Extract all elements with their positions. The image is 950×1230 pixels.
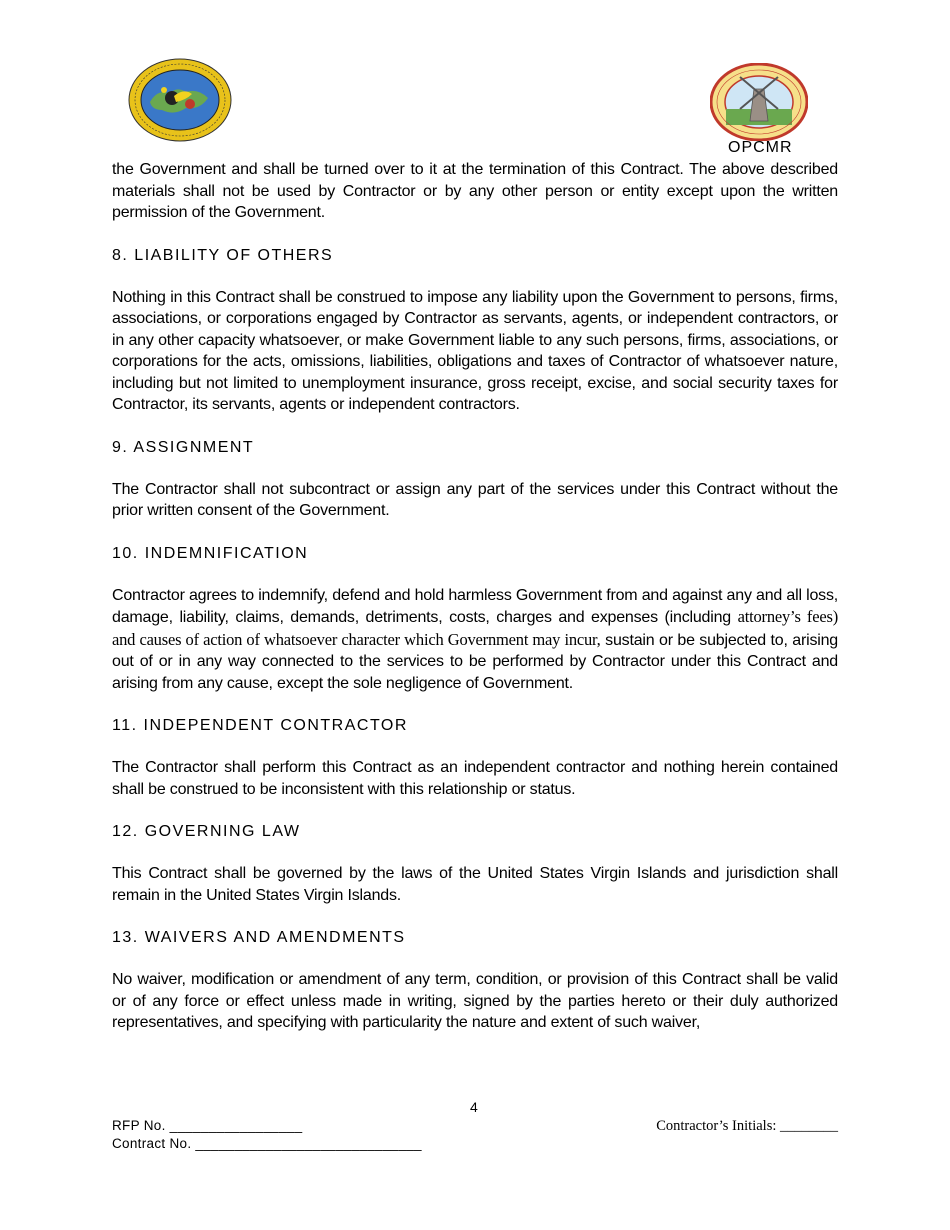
indemnification-text-c: sustain or be subjected to, arising out of or in any way connected to the services to be performed by Contractor under this Contract and arising from any cause, except the sole negligence of Government. xyxy=(112,631,838,692)
section-heading-liability: 8. LIABILITY OF OTHERS xyxy=(112,246,334,264)
usvi-government-seal xyxy=(128,58,232,142)
rfp-number-field: RFP No. _________________ xyxy=(112,1118,303,1133)
section-body-governing-law: This Contract shall be governed by the laws of the United States Virgin Islands and jurisdiction shall remain in the United States Virgin Islands. xyxy=(112,865,838,904)
intro-paragraph: the Government and shall be turned over to it at the termination of this Contract. The above described materials shall not be used by Contractor or by any other person or entity except upon the written permission of the Government. xyxy=(112,161,838,221)
section-heading-governing-law: 12. GOVERNING LAW xyxy=(112,823,301,840)
section-heading-indemnification: 10. INDEMNIFICATION xyxy=(112,544,309,562)
indemnification-text-b: attorney’s fees) and causes of action of whatsoever character which Government may incur, xyxy=(112,607,838,649)
contractor-initials-field: Contractor’s Initials: ________ xyxy=(656,1118,838,1134)
indemnification-text-a: Contractor agrees to indemnify, defend and hold harmless Government from and against any and all loss, damage, liability, claims, demands, detriments, costs, charges and expenses (including xyxy=(112,586,838,626)
office-code: OPCMR xyxy=(728,139,793,156)
section-heading-independent-contractor: 11. INDEPENDENT CONTRACTOR xyxy=(112,717,408,734)
section-body-liability: Nothing in this Contract shall be construed to impose any liability upon the Government to persons, firms, associations, or corporations engaged by Contractor as servants, agents, or independent contractors, or in any other capacity whatsoever, or make Government liable to any such persons, firms, associations, or corporations for the acts, omissions, liabilities, obligations and taxes of Contractor of whatsoever nature, including but not limited to unemployment insurance, gross receipt, excise, and social security taxes for Contractor, its servants, agents or independent contractors. xyxy=(112,288,838,413)
section-heading-waivers: 13. WAIVERS AND AMENDMENTS xyxy=(112,929,406,946)
section-heading-assignment: 9. ASSIGNMENT xyxy=(112,438,255,456)
section-body-assignment: The Contractor shall not subcontract or assign any part of the services under this Contract without the prior written consent of the Government. xyxy=(112,480,838,519)
section-body-independent-contractor: The Contractor shall perform this Contract as an independent contractor and nothing herein contained shall be construed to be inconsistent with this relationship or status. xyxy=(112,759,838,798)
property-procurement-seal xyxy=(710,63,808,141)
contract-number-field: Contract No. _____________________________ xyxy=(112,1136,422,1151)
page-number: 4 xyxy=(470,1099,478,1115)
contract-body xyxy=(112,159,838,1034)
section-body-waivers: No waiver, modification or amendment of any term, condition, or provision of this Contract shall be valid or of any force or effect unless made in writing, signed by the parties hereto or their duly authorized representatives, and specifying with particularity the nature and extent of such waiver, xyxy=(112,971,838,1031)
section-body-indemnification xyxy=(112,585,838,695)
